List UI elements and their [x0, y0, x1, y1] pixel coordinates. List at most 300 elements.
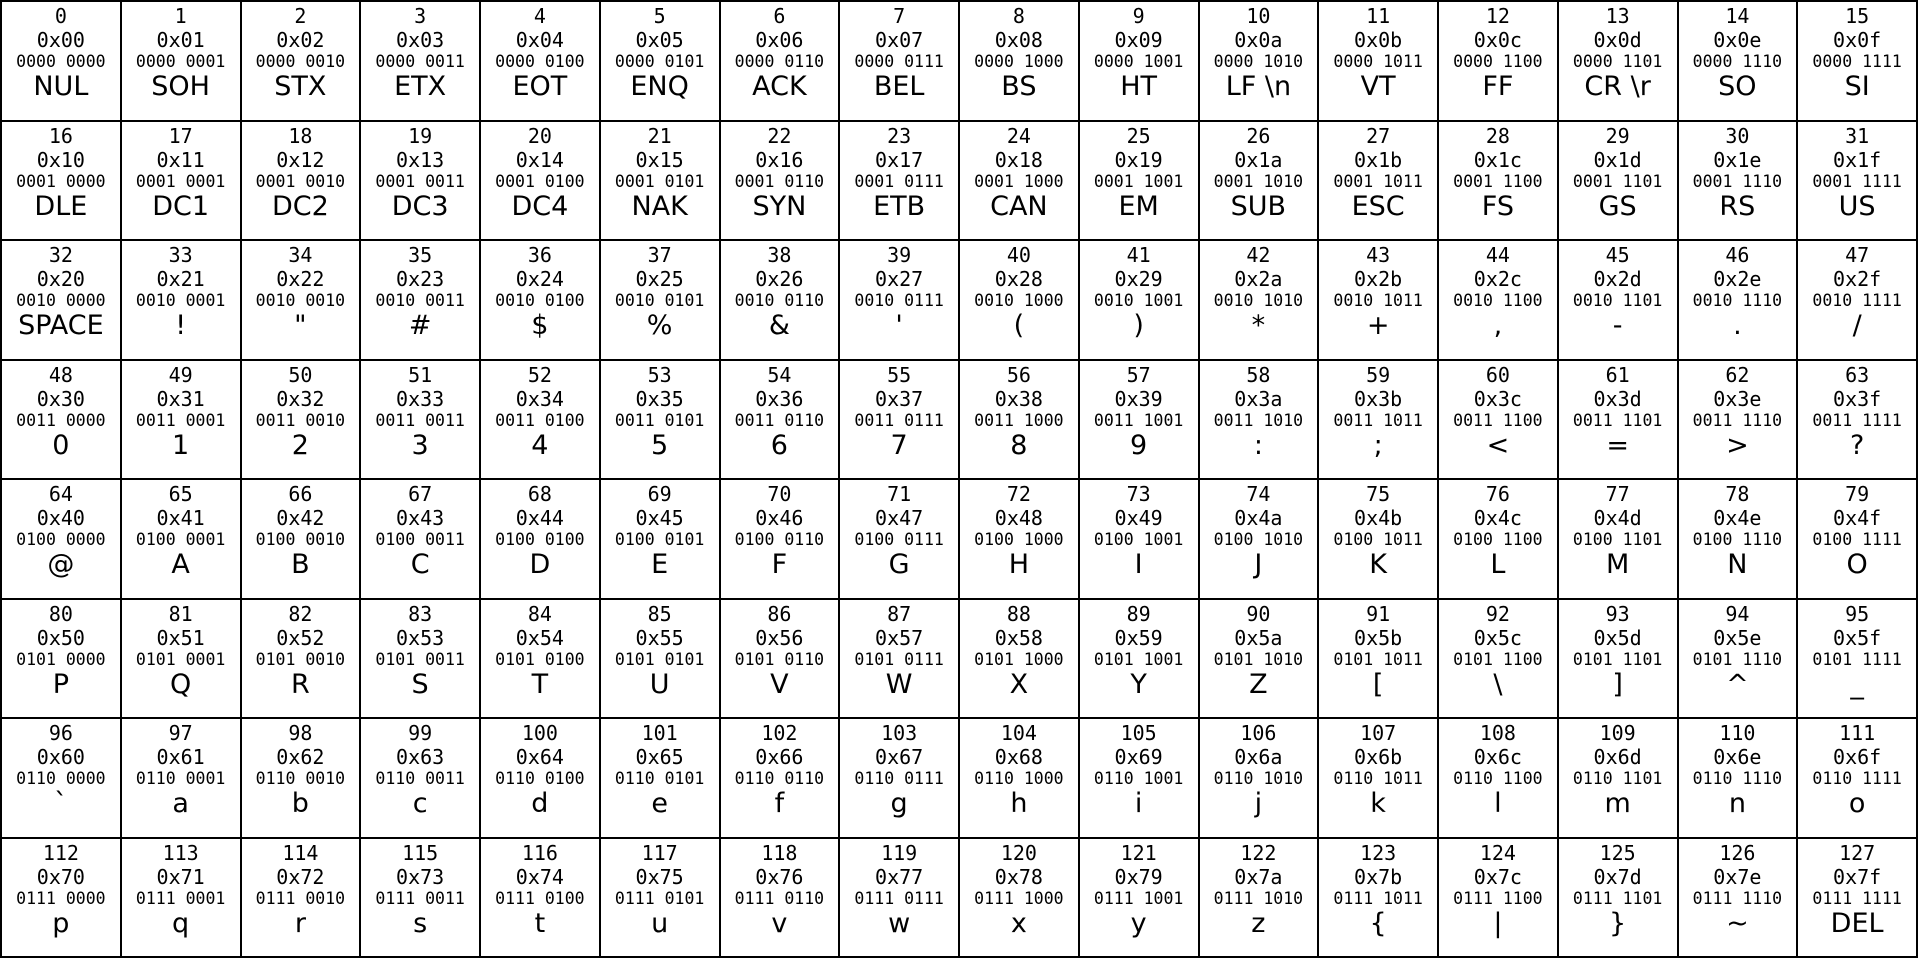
character-symbol: P: [52, 668, 70, 700]
character-symbol: @: [47, 549, 75, 580]
binary-value: 0110 0000: [16, 769, 106, 788]
character-symbol: D: [529, 549, 551, 580]
character-symbol: VT: [1360, 71, 1396, 102]
character-symbol: +: [1366, 310, 1390, 341]
decimal-value: 45: [1605, 243, 1630, 267]
binary-value: 0001 1110: [1692, 171, 1783, 191]
hex-value: 0x3d: [1593, 386, 1642, 411]
character-symbol: Y: [1130, 668, 1147, 700]
hex-value: 0x43: [396, 506, 445, 530]
ascii-cell: [601, 361, 721, 481]
hex-value: 0x2d: [1593, 267, 1642, 291]
hex-value: 0x6b: [1354, 745, 1403, 769]
ascii-cell: [1080, 122, 1200, 242]
binary-value: 0001 0110: [734, 171, 825, 191]
character-symbol: l: [1494, 788, 1502, 819]
binary-value: 0110 0010: [255, 769, 346, 788]
decimal-value: 112: [42, 840, 79, 865]
decimal-value: 19: [408, 123, 433, 148]
character-symbol: L: [1490, 549, 1506, 580]
hex-value: 0x1f: [1833, 147, 1882, 172]
binary-value: 0111 0101: [614, 888, 705, 908]
decimal-value: 77: [1605, 482, 1630, 506]
ascii-cell: [601, 122, 721, 242]
character-symbol: !: [175, 310, 187, 341]
hex-value: 0x79: [1114, 864, 1163, 889]
decimal-value: 61: [1605, 362, 1630, 387]
ascii-cell: [1200, 600, 1320, 720]
hex-value: 0x5b: [1354, 625, 1403, 650]
hex-value: 0x78: [994, 864, 1043, 889]
character-symbol: BS: [1001, 71, 1037, 102]
character-symbol: ,: [1493, 310, 1503, 341]
hex-value: 0x69: [1114, 745, 1163, 769]
hex-value: 0x03: [396, 28, 445, 52]
decimal-value: 69: [647, 482, 672, 506]
decimal-value: 109: [1599, 721, 1636, 745]
hex-value: 0x49: [1114, 506, 1163, 530]
character-symbol: #: [408, 310, 432, 341]
binary-value: 0000 1001: [1093, 52, 1184, 71]
decimal-value: 55: [887, 362, 912, 387]
hex-value: 0x7c: [1473, 864, 1522, 889]
character-symbol: -: [1612, 310, 1623, 341]
decimal-value: 21: [647, 123, 672, 148]
decimal-value: 59: [1366, 362, 1391, 387]
character-symbol: 7: [890, 429, 908, 461]
ascii-cell: [960, 600, 1080, 720]
decimal-value: 24: [1006, 123, 1031, 148]
hex-value: 0x52: [276, 625, 325, 650]
ascii-cell: [1798, 480, 1918, 600]
ascii-cell: [122, 2, 242, 122]
binary-value: 0101 1011: [1333, 649, 1423, 669]
hex-value: 0x68: [994, 745, 1043, 769]
decimal-value: 41: [1126, 243, 1151, 267]
ascii-cell: [2, 122, 122, 242]
hex-value: 0x63: [396, 745, 445, 769]
binary-value: 0101 0100: [495, 649, 585, 669]
binary-value: 0010 0111: [854, 291, 944, 310]
decimal-value: 103: [881, 721, 918, 745]
ascii-cell: [601, 2, 721, 122]
ascii-cell: [122, 480, 242, 600]
binary-value: 0011 1011: [1333, 410, 1423, 430]
hex-value: 0x6a: [1234, 745, 1283, 769]
ascii-cell: [1080, 600, 1200, 720]
decimal-value: 28: [1485, 123, 1510, 148]
decimal-value: 75: [1366, 482, 1391, 506]
binary-value: 0010 0010: [255, 291, 346, 310]
binary-value: 0100 0011: [375, 530, 465, 549]
character-symbol: 3: [411, 429, 429, 461]
decimal-value: 73: [1126, 482, 1151, 506]
ascii-cell: [481, 719, 601, 839]
hex-value: 0x73: [396, 864, 445, 889]
hex-value: 0x62: [276, 745, 325, 769]
hex-value: 0x74: [515, 864, 564, 889]
hex-value: 0x42: [276, 506, 325, 530]
decimal-value: 10: [1246, 4, 1271, 28]
binary-value: 0011 0010: [255, 410, 346, 430]
ascii-cell: [1559, 122, 1679, 242]
decimal-value: 117: [641, 840, 678, 865]
ascii-cell: [122, 241, 242, 361]
binary-value: 0111 0111: [854, 888, 944, 908]
character-symbol: A: [171, 549, 190, 580]
decimal-value: 29: [1605, 123, 1630, 148]
binary-value: 0001 1111: [1812, 171, 1902, 191]
ascii-cell: [1559, 2, 1679, 122]
hex-value: 0x1c: [1473, 147, 1522, 172]
hex-value: 0x45: [635, 506, 684, 530]
character-symbol: B: [291, 549, 310, 580]
ascii-cell: [1200, 719, 1320, 839]
ascii-cell: [242, 480, 362, 600]
hex-value: 0x02: [276, 28, 325, 52]
decimal-value: 113: [162, 840, 199, 865]
character-symbol: [: [1372, 668, 1384, 700]
decimal-value: 115: [402, 840, 439, 865]
binary-value: 0011 0110: [734, 410, 825, 430]
decimal-value: 43: [1366, 243, 1391, 267]
decimal-value: 116: [521, 840, 558, 865]
ascii-cell: [481, 241, 601, 361]
character-symbol: EM: [1118, 190, 1159, 222]
decimal-value: 23: [887, 123, 912, 148]
binary-value: 0011 0001: [135, 410, 226, 430]
binary-value: 0110 1011: [1333, 769, 1423, 788]
hex-value: 0x54: [515, 625, 564, 650]
character-symbol: e: [651, 788, 668, 819]
character-symbol: ?: [1849, 429, 1865, 461]
character-symbol: /: [1852, 310, 1862, 341]
character-symbol: 6: [770, 429, 788, 461]
decimal-value: 1: [174, 4, 187, 28]
ascii-cell: [1439, 361, 1559, 481]
ascii-cell: [1319, 600, 1439, 720]
ascii-cell: [840, 600, 960, 720]
character-symbol: i: [1134, 788, 1143, 819]
binary-value: 0110 0100: [495, 769, 585, 788]
ascii-cell: [840, 241, 960, 361]
decimal-value: 118: [761, 840, 798, 865]
decimal-value: 64: [48, 482, 73, 506]
hex-value: 0x30: [36, 386, 85, 411]
decimal-value: 83: [408, 601, 433, 626]
decimal-value: 89: [1126, 601, 1151, 626]
character-symbol: SYN: [752, 190, 807, 222]
character-symbol: x: [1010, 907, 1027, 939]
hex-value: 0x1a: [1234, 147, 1283, 172]
hex-value: 0x48: [994, 506, 1043, 530]
binary-value: 0010 0001: [135, 291, 226, 310]
decimal-value: 82: [288, 601, 313, 626]
character-symbol: C: [410, 549, 430, 580]
binary-value: 0101 0000: [16, 649, 106, 669]
decimal-value: 51: [408, 362, 433, 387]
hex-value: 0x77: [875, 864, 924, 889]
hex-value: 0x04: [515, 28, 564, 52]
decimal-value: 74: [1246, 482, 1271, 506]
binary-value: 0001 1000: [974, 171, 1064, 191]
binary-value: 0101 0001: [135, 649, 226, 669]
hex-value: 0x4d: [1593, 506, 1642, 530]
character-symbol: 0: [52, 429, 70, 461]
decimal-value: 15: [1845, 4, 1870, 28]
decimal-value: 16: [48, 123, 73, 148]
hex-value: 0x58: [994, 625, 1043, 650]
character-symbol: DLE: [34, 190, 88, 222]
ascii-cell: [242, 2, 362, 122]
hex-value: 0x01: [156, 28, 205, 52]
ascii-cell: [840, 839, 960, 959]
binary-value: 0010 0011: [375, 291, 465, 310]
binary-value: 0010 1011: [1333, 291, 1423, 310]
decimal-value: 125: [1599, 840, 1636, 865]
character-symbol: DC3: [391, 190, 449, 222]
ascii-cell: [1798, 2, 1918, 122]
ascii-cell: [1798, 361, 1918, 481]
hex-value: 0x4c: [1473, 506, 1522, 530]
ascii-cell: [122, 361, 242, 481]
character-symbol: 9: [1130, 429, 1148, 461]
binary-value: 0000 1101: [1572, 52, 1663, 71]
ascii-cell: [361, 122, 481, 242]
binary-value: 0011 1101: [1572, 410, 1663, 430]
character-symbol: j: [1254, 788, 1263, 819]
binary-value: 0001 1101: [1572, 171, 1663, 191]
character-symbol: M: [1605, 549, 1630, 580]
decimal-value: 30: [1725, 123, 1750, 148]
hex-value: 0x5a: [1234, 625, 1283, 650]
binary-value: 0100 0010: [255, 530, 346, 549]
character-symbol: CAN: [990, 190, 1048, 222]
binary-value: 0000 1000: [974, 52, 1064, 71]
character-symbol: K: [1369, 549, 1387, 580]
character-symbol: |: [1493, 907, 1503, 939]
character-symbol: 2: [291, 429, 309, 461]
binary-value: 0100 1010: [1213, 530, 1304, 549]
binary-value: 0100 1101: [1572, 530, 1663, 549]
binary-value: 0011 1001: [1093, 410, 1184, 430]
character-symbol: (: [1013, 310, 1025, 341]
hex-value: 0x76: [755, 864, 804, 889]
decimal-value: 119: [881, 840, 918, 865]
ascii-cell: [361, 719, 481, 839]
character-symbol: ETB: [873, 190, 926, 222]
binary-value: 0111 1010: [1213, 888, 1304, 908]
binary-value: 0010 0101: [614, 291, 705, 310]
binary-value: 0011 1110: [1692, 410, 1783, 430]
character-symbol: .: [1733, 310, 1742, 341]
decimal-value: 57: [1126, 362, 1151, 387]
ascii-cell: [242, 600, 362, 720]
binary-value: 0001 0000: [16, 171, 106, 191]
binary-value: 0100 0110: [734, 530, 825, 549]
ascii-cell: [1798, 839, 1918, 959]
ascii-cell: [2, 2, 122, 122]
ascii-cell: [1319, 839, 1439, 959]
decimal-value: 54: [767, 362, 792, 387]
ascii-cell: [721, 241, 841, 361]
hex-value: 0x37: [875, 386, 924, 411]
character-symbol: ): [1133, 310, 1144, 341]
binary-value: 0111 1011: [1333, 888, 1423, 908]
ascii-cell: [481, 361, 601, 481]
character-symbol: EOT: [512, 71, 568, 102]
ascii-cell: [1559, 480, 1679, 600]
ascii-cell: [601, 241, 721, 361]
ascii-cell: [721, 719, 841, 839]
hex-value: 0x1e: [1713, 147, 1762, 172]
ascii-cell: [960, 719, 1080, 839]
hex-value: 0x70: [36, 864, 85, 889]
ascii-cell: [601, 839, 721, 959]
character-symbol: SPACE: [18, 310, 104, 341]
decimal-value: 5: [653, 4, 666, 28]
ascii-cell: [721, 600, 841, 720]
binary-value: 0010 0110: [734, 291, 825, 310]
hex-value: 0x67: [875, 745, 924, 769]
character-symbol: ENQ: [630, 71, 689, 102]
decimal-value: 60: [1485, 362, 1510, 387]
character-symbol: DC2: [271, 190, 329, 222]
ascii-cell: [481, 839, 601, 959]
hex-value: 0x11: [156, 147, 205, 172]
decimal-value: 11: [1366, 4, 1391, 28]
hex-value: 0x18: [994, 147, 1043, 172]
ascii-cell: [1080, 839, 1200, 959]
hex-value: 0x10: [36, 147, 85, 172]
decimal-value: 105: [1120, 721, 1157, 745]
decimal-value: 102: [761, 721, 798, 745]
decimal-value: 91: [1366, 601, 1391, 626]
decimal-value: 3: [414, 4, 427, 28]
character-symbol: CR \r: [1584, 71, 1651, 102]
character-symbol: ;: [1373, 429, 1383, 461]
binary-value: 0100 1000: [974, 530, 1064, 549]
binary-value: 0110 0110: [734, 769, 825, 788]
decimal-value: 98: [288, 721, 313, 745]
binary-value: 0000 1100: [1453, 52, 1543, 71]
ascii-cell: [840, 480, 960, 600]
character-symbol: d: [531, 788, 549, 819]
ascii-cell: [721, 2, 841, 122]
ascii-cell: [481, 122, 601, 242]
binary-value: 0101 0111: [854, 649, 944, 669]
decimal-value: 79: [1845, 482, 1870, 506]
hex-value: 0x50: [36, 625, 85, 650]
ascii-cell: [122, 839, 242, 959]
binary-value: 0010 1111: [1812, 291, 1902, 310]
binary-value: 0101 1110: [1692, 649, 1783, 669]
character-symbol: g: [890, 788, 908, 819]
decimal-value: 85: [647, 601, 672, 626]
ascii-cell: [1439, 2, 1559, 122]
character-symbol: {: [1369, 907, 1387, 939]
binary-value: 0110 1010: [1213, 769, 1304, 788]
ascii-cell: [122, 719, 242, 839]
hex-value: 0x06: [755, 28, 804, 52]
binary-value: 0111 1000: [974, 888, 1064, 908]
character-symbol: ^: [1726, 668, 1749, 700]
binary-value: 0000 0011: [375, 52, 465, 71]
decimal-value: 71: [887, 482, 912, 506]
character-symbol: U: [649, 668, 670, 700]
binary-value: 0101 1101: [1572, 649, 1663, 669]
decimal-value: 66: [288, 482, 313, 506]
ascii-cell: [1439, 122, 1559, 242]
decimal-value: 25: [1126, 123, 1151, 148]
character-symbol: q: [172, 907, 190, 939]
ascii-cell: [1319, 122, 1439, 242]
hex-value: 0x4b: [1354, 506, 1403, 530]
hex-value: 0x25: [635, 267, 684, 291]
decimal-value: 120: [1000, 840, 1037, 865]
hex-value: 0x47: [875, 506, 924, 530]
binary-value: 0000 1110: [1692, 52, 1783, 71]
ascii-cell: [1559, 719, 1679, 839]
character-symbol: NUL: [33, 71, 89, 102]
decimal-value: 99: [408, 721, 433, 745]
character-symbol: p: [52, 907, 70, 939]
hex-value: 0x00: [36, 28, 85, 52]
character-symbol: ESC: [1351, 190, 1405, 222]
hex-value: 0x6c: [1473, 745, 1522, 769]
character-symbol: HT: [1120, 71, 1158, 102]
ascii-cell: [361, 241, 481, 361]
ascii-cell: [2, 241, 122, 361]
character-symbol: _: [1850, 668, 1864, 700]
hex-value: 0x15: [635, 147, 684, 172]
decimal-value: 26: [1246, 123, 1271, 148]
character-symbol: z: [1251, 907, 1266, 939]
decimal-value: 126: [1719, 840, 1756, 865]
ascii-cell: [721, 122, 841, 242]
binary-value: 0110 1110: [1692, 769, 1783, 788]
ascii-cell: [242, 839, 362, 959]
binary-value: 0100 1111: [1812, 530, 1902, 549]
character-symbol: &: [768, 310, 790, 341]
binary-value: 0000 0111: [854, 52, 944, 71]
hex-value: 0x0d: [1593, 28, 1642, 52]
decimal-value: 9: [1132, 4, 1145, 28]
character-symbol: W: [885, 668, 913, 700]
binary-value: 0010 1100: [1453, 291, 1543, 310]
ascii-cell: [242, 122, 362, 242]
decimal-value: 36: [527, 243, 552, 267]
decimal-value: 68: [527, 482, 552, 506]
hex-value: 0x39: [1114, 386, 1163, 411]
ascii-cell: [361, 2, 481, 122]
character-symbol: >: [1726, 429, 1749, 461]
hex-value: 0x13: [396, 147, 445, 172]
binary-value: 0001 0111: [854, 171, 944, 191]
binary-value: 0101 0010: [255, 649, 346, 669]
binary-value: 0111 1111: [1812, 888, 1902, 908]
hex-value: 0x6f: [1833, 745, 1882, 769]
hex-value: 0x7b: [1354, 864, 1403, 889]
decimal-value: 6: [773, 4, 786, 28]
character-symbol: ETX: [394, 71, 447, 102]
decimal-value: 110: [1719, 721, 1756, 745]
hex-value: 0x19: [1114, 147, 1163, 172]
binary-value: 0011 0000: [16, 410, 106, 430]
decimal-value: 0: [54, 4, 67, 28]
ascii-cell: [2, 361, 122, 481]
decimal-value: 2: [294, 4, 307, 28]
